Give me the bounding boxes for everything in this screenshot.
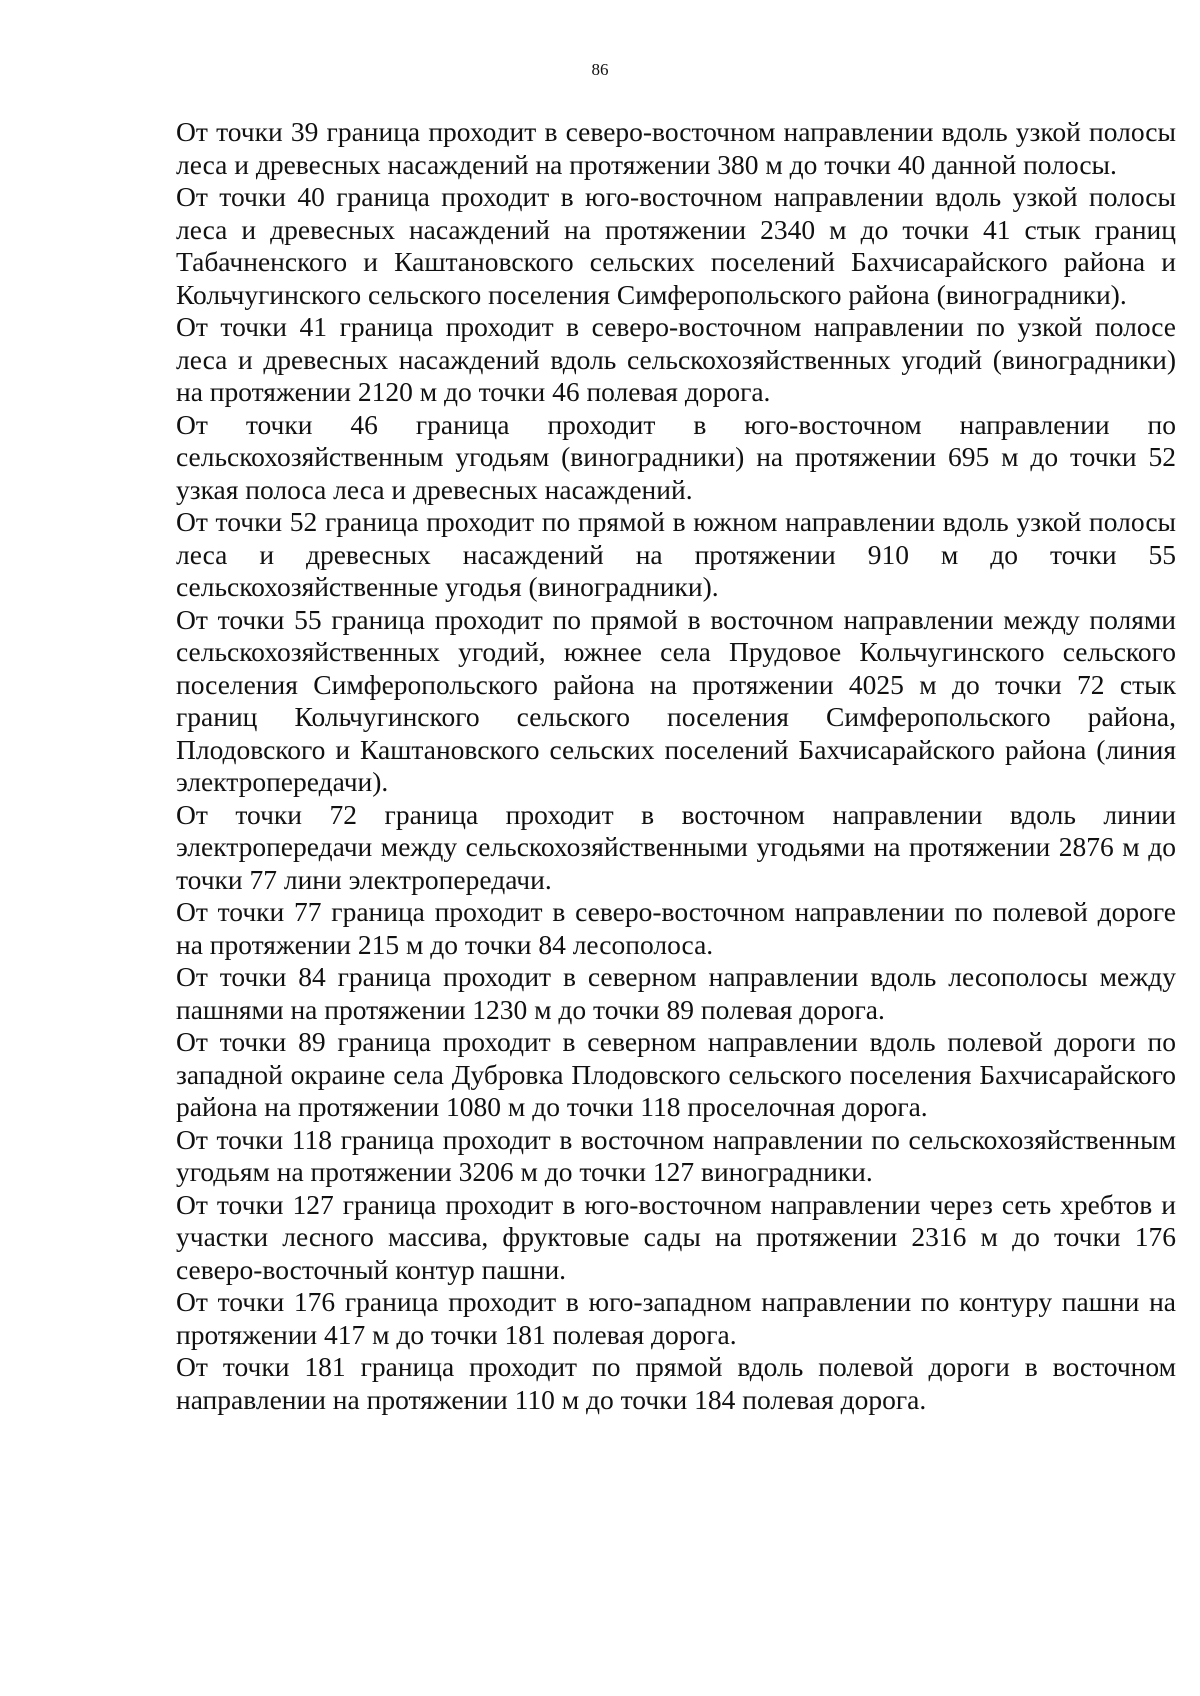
boundary-paragraph: От точки 89 граница проходит в северном направлении вдоль полевой дороги по западной окраине села Дубровка Плодовского сельского поселения Бахчисарайского района на протяжении 1080 м до точки 118 проселочная дорога. [176,1026,1176,1122]
boundary-paragraph: От точки 181 граница проходит по прямой вдоль полевой дороги в восточном направлении на протяжении 110 м до точки 184 полевая дорога. [176,1351,1176,1415]
boundary-paragraph: От точки 77 граница проходит в северо-восточном направлении по полевой дороге на протяжении 215 м до точки 84 лесополоса. [176,896,1176,960]
boundary-paragraph: От точки 72 граница проходит в восточном направлении вдоль линии электропередачи между сельскохозяйственными угодьями на протяжении 2876 м до точки 77 лини электропередачи. [176,798,1176,895]
boundary-paragraph: От точки 176 граница проходит в юго-западном направлении по контуру пашни на протяжении 417 м до точки 181 полевая дорога. [176,1286,1176,1350]
boundary-paragraph: От точки 55 граница проходит по прямой в восточном направлении между полями сельскохозяйственных угодий, южнее села Прудовое Кольчугинского сельского поселения Симферопольского района на протяжении 4025 м до точки 72 стык границ Кольчугинского сельского поселения Симферопольского района, Плодовского и Каштановского сельских поселений Бахчисарайского района (линия электропередачи). [176,603,1176,797]
boundary-paragraph: От точки 52 граница проходит по прямой в южном направлении вдоль узкой полосы леса и древесных насаждений на протяжении 910 м до точки 55 сельскохозяйственные угодья (виноградники). [176,506,1176,602]
boundary-paragraph: От точки 39 граница проходит в северо-восточном направлении вдоль узкой полосы леса и древесных насаждений на протяжении 380 м до точки 40 данной полосы. [176,116,1176,180]
boundary-paragraph: От точки 40 граница проходит в юго-восточном направлении вдоль узкой полосы леса и древесных насаждений на протяжении 2340 м до точки 41 стык границ Табачненского и Каштановского сельских поселений Бахчисарайского района и Кольчугинского сельского поселения Симферопольского района (виноградники). [176,181,1176,310]
boundary-paragraph: От точки 118 граница проходит в восточном направлении по сельскохозяйственным угодьям на протяжении 3206 м до точки 127 виноградники. [176,1123,1176,1187]
boundary-paragraph: От точки 127 граница проходит в юго-восточном направлении через сеть хребтов и участки лесного массива, фруктовые сады на протяжении 2316 м до точки 176 северо-восточный контур пашни. [176,1188,1176,1285]
page-number: 86 [591,60,609,79]
boundary-paragraph: От точки 84 граница проходит в северном направлении вдоль лесополосы между пашнями на протяжении 1230 м до точки 89 полевая дорога. [176,961,1176,1025]
boundary-paragraph: От точки 41 граница проходит в северо-восточном направлении по узкой полосе леса и древесных насаждений вдоль сельскохозяйственных угодий (виноградники) на протяжении 2120 м до точки 46 полевая дорога. [176,311,1176,407]
boundary-paragraph: От точки 46 граница проходит в юго-восточном направлении по сельскохозяйственным угодьям (виноградники) на протяжении 695 м до точки 52 узкая полоса леса и древесных насаждений. [176,408,1176,505]
document-body [176,116,1176,1416]
